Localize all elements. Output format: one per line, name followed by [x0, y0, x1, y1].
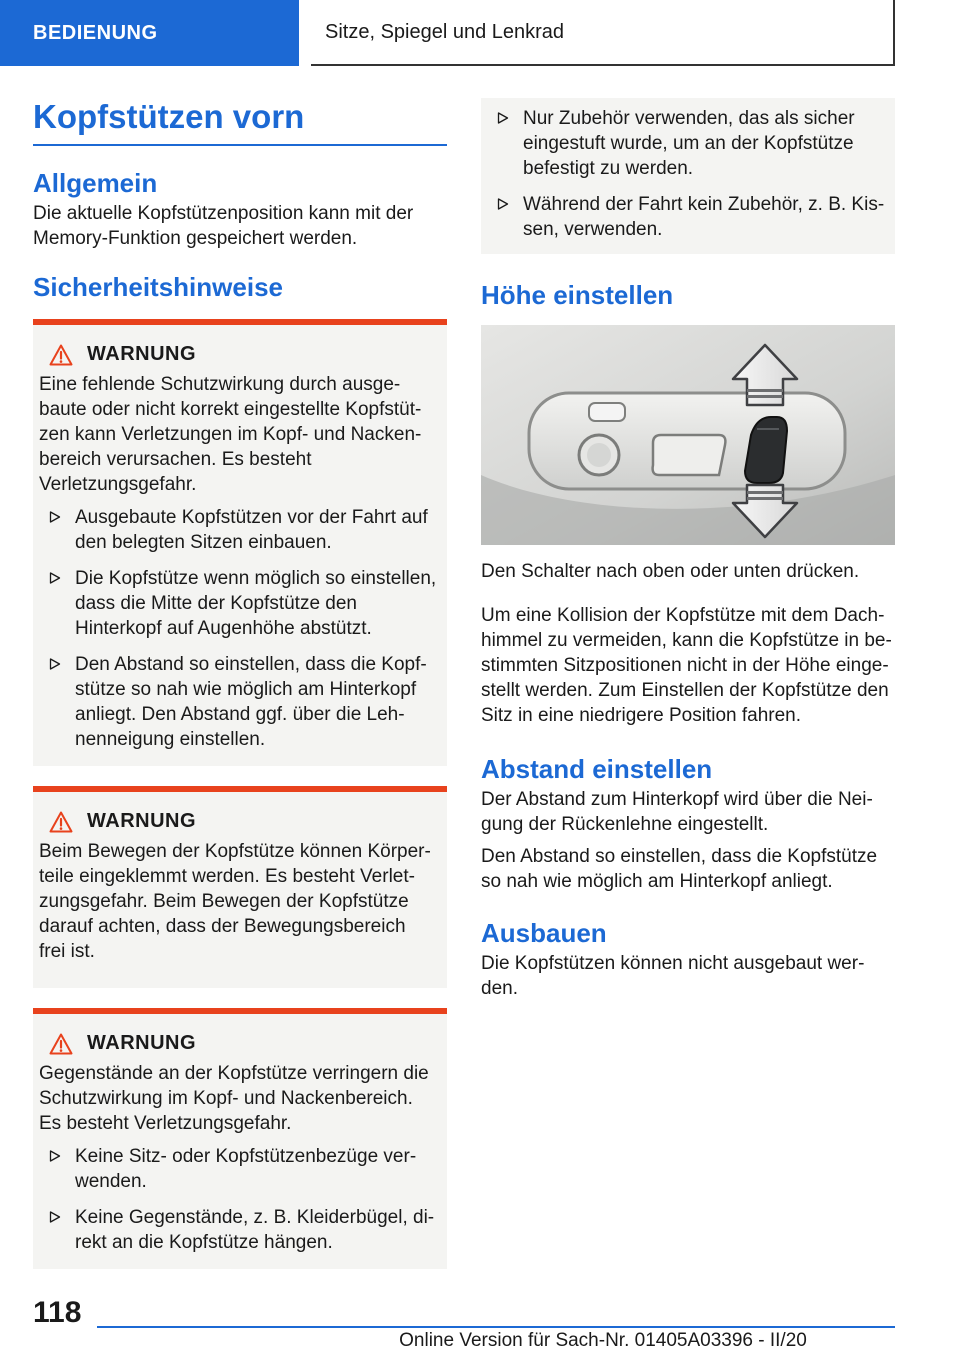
- list-item-text: Ausgebaute Kopfstützen vor der Fahrt auf den belegten Sitzen einbauen.: [75, 507, 428, 553]
- list-item: [39, 566, 437, 641]
- triangle-bullet-icon: [49, 658, 61, 670]
- list-item: [39, 1205, 437, 1255]
- allgemein-heading: Allgemein: [33, 168, 158, 198]
- warning-box-3: [33, 1008, 447, 1269]
- warning-label: WARNUNG: [87, 810, 197, 832]
- section-tab: [0, 0, 299, 66]
- abstand-text-1: Der Abstand zum Hinterkopf wird über die Neigung der Rückenlehne eingestellt.: [481, 789, 873, 835]
- triangle-bullet-icon: [49, 572, 61, 584]
- list-item-text: Die Kopfstütze wenn möglich so einstellen, dass die Mitte der Kopfstütze den Hinterkopf auf Augenhöhe abstützt.: [75, 568, 437, 639]
- seat-switch-photo: [481, 325, 895, 545]
- footer-version-text: Online Version für Sach-Nr. 01405A03396 - II/20: [399, 1330, 807, 1351]
- list-item: [39, 505, 437, 555]
- chapter-header: [311, 0, 895, 66]
- abstand-heading: Abstand einstellen: [481, 754, 713, 784]
- list-item: [39, 1144, 437, 1194]
- list-item-text: Den Abstand so einstellen, dass die Kopfstütze so nah wie möglich am Hinterkopf anliegt. Den Abstand ggf. über die Lehnenneigung einstellen.: [75, 654, 427, 750]
- warning-text: Gegenstände an der Kopfstütze verringern die Schutzwirkung im Kopf- und Nackenbereich. Es besteht Verletzungsgefahr.: [39, 1063, 429, 1134]
- warning-triangle-icon: [49, 811, 73, 833]
- triangle-bullet-icon: [49, 511, 61, 523]
- footer-divider: [97, 1326, 895, 1328]
- warning-continuation-box: [481, 98, 895, 254]
- triangle-bullet-icon: [49, 1150, 61, 1162]
- page-title: Kopfstützen vorn: [33, 98, 447, 146]
- list-item: [487, 192, 885, 242]
- warning-label: WARNUNG: [87, 343, 197, 365]
- section-label: BEDIENUNG: [33, 21, 158, 44]
- triangle-bullet-icon: [49, 1211, 61, 1223]
- hoehe-heading: Höhe einstellen: [481, 280, 674, 310]
- allgemein-text: Die aktuelle Kopfstützenposition kann mit der Memory-Funktion gespeichert werden.: [33, 203, 414, 249]
- warning-title: [39, 343, 437, 366]
- triangle-bullet-icon: [497, 112, 509, 124]
- page-number: 118: [33, 1296, 82, 1329]
- chapter-title: Sitze, Spiegel und Lenkrad: [325, 20, 565, 43]
- ausbauen-heading: Ausbauen: [481, 918, 607, 948]
- safety-heading: Sicherheitshinweise: [33, 272, 283, 302]
- list-item: [39, 652, 437, 752]
- list-item-text: Während der Fahrt kein Zubehör, z. B. Kissen, verwenden.: [523, 194, 885, 240]
- warning-text: Beim Bewegen der Kopfstütze können Körperteile eingeklemmt werden. Es besteht Verletzungsgefahr. Beim Bewegen der Kopfstütze darauf achten, dass der Bewegungsbereich frei ist.: [39, 841, 431, 962]
- warning-list: [39, 505, 437, 752]
- warning-box-2: [33, 786, 447, 988]
- right-column: [481, 98, 895, 1001]
- warning-triangle-icon: [49, 1033, 73, 1055]
- warning-triangle-icon: [49, 344, 73, 366]
- abstand-text-2: Den Abstand so einstellen, dass die Kopfstütze so nah wie möglich am Hinterkopf anliegt.: [481, 846, 878, 892]
- list-item-text: Keine Gegenstände, z. B. Kleiderbügel, direkt an die Kopfstütze hängen.: [75, 1207, 435, 1253]
- list-item-text: Nur Zubehör verwenden, das als sicher eingestuft wurde, um an der Kopfstütze befestigt zu werden.: [523, 108, 855, 179]
- warning-box-1: [33, 319, 447, 766]
- warning-title: [39, 810, 437, 833]
- hoehe-caption: Den Schalter nach oben oder unten drücken.: [481, 561, 860, 582]
- list-item-text: Keine Sitz- oder Kopfstützenbezüge verwenden.: [75, 1146, 417, 1192]
- warning-list: [487, 106, 885, 242]
- warning-label: WARNUNG: [87, 1032, 197, 1054]
- warning-text: Eine fehlende Schutzwirkung durch ausgebaute oder nicht korrekt eingestellte Kopfstützen kann Verletzungen im Kopf- und Nackenbereich verursachen. Es besteht Verletzungsgefahr.: [39, 374, 422, 495]
- triangle-bullet-icon: [497, 198, 509, 210]
- hoehe-text: Um eine Kollision der Kopfstütze mit dem Dachhimmel zu vermeiden, kann die Kopfstütze in bestimmten Sitzpositionen nicht in der Höhe eingestellt werden. Zum Einstellen der Kopfstütze den Sitz in eine niedrigere Position fahren.: [481, 605, 892, 726]
- warning-list: [39, 1144, 437, 1255]
- ausbauen-text: Die Kopfstützen können nicht ausgebaut werden.: [481, 953, 865, 999]
- warning-title: [39, 1032, 437, 1055]
- list-item: [487, 106, 885, 181]
- left-column: [33, 98, 447, 1269]
